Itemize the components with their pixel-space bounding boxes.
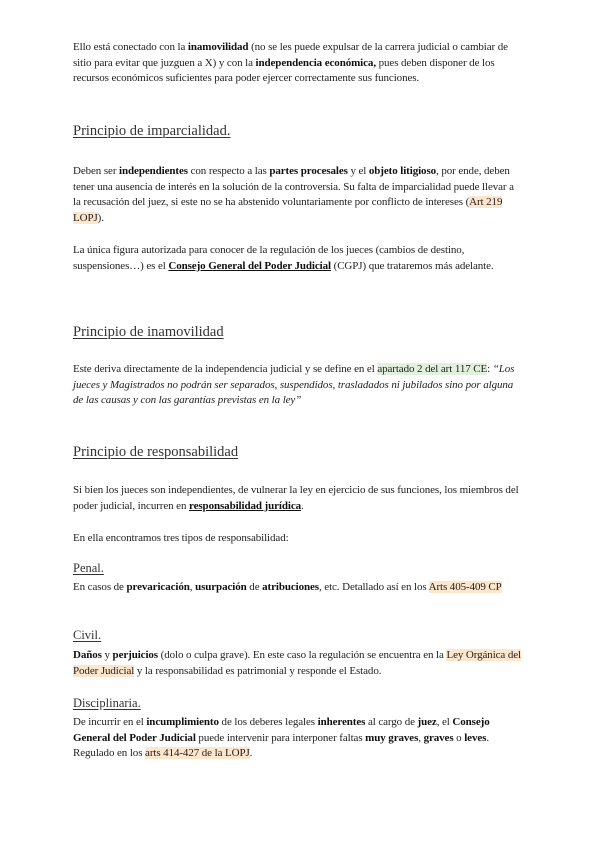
bold-term: inherentes xyxy=(317,716,366,728)
text: , el xyxy=(436,716,453,728)
text: , etc. Detallado así en los xyxy=(318,581,429,593)
heading-penal: Penal. xyxy=(73,561,104,575)
paragraph-responsabilidad xyxy=(73,483,523,514)
text: y el xyxy=(347,165,369,177)
highlighted-reference: Art 219 LOPJ xyxy=(73,196,503,224)
text: de xyxy=(246,581,263,593)
bold-term: leves xyxy=(464,731,487,744)
text: y la responsabilidad es patrimonial y responde el Estado. xyxy=(134,664,382,677)
text: : xyxy=(487,363,493,375)
text: de los deberes legales xyxy=(218,716,318,728)
paragraph-cgpj xyxy=(73,243,523,274)
text: (CGPJ) que trataremos más adelante. xyxy=(330,259,494,272)
bold-term: atribuciones xyxy=(262,581,319,593)
paragraph-disciplinaria xyxy=(73,715,523,762)
text: (dolo o culpa grave). En este caso la regulación se encuentra en la xyxy=(158,649,447,661)
text: . xyxy=(301,499,304,512)
heading-disciplinaria: Disciplinaria. xyxy=(73,696,141,710)
paragraph-imparcialidad xyxy=(73,164,523,226)
bold-term: usurpación xyxy=(195,581,247,593)
bold-underlined-term: Consejo General del Poder Judicial xyxy=(168,259,331,272)
bold-underlined-term: responsabilidad jurídica xyxy=(189,499,302,512)
text: Si bien los jueces son independientes, de vulnerar la ley en ejercicio de sus funciones, los miembros del poder judicial, incurren en xyxy=(73,484,519,512)
heading-responsabilidad: Principio de responsabilidad xyxy=(73,444,239,460)
bold-term: muy graves xyxy=(365,731,419,744)
heading-civil: Civil. xyxy=(73,628,102,642)
bold-term: Consejo General del Poder Judicial xyxy=(73,716,490,744)
bold-term: inamovilidad xyxy=(187,41,249,53)
bold-term: perjuicios xyxy=(112,649,158,661)
heading-inamovilidad: Principio de inamovilidad xyxy=(73,324,224,340)
bold-term: Daños xyxy=(73,649,102,661)
heading-imparcialidad: Principio de imparcialidad. xyxy=(73,123,231,139)
bold-term: juez xyxy=(417,716,437,728)
highlighted-reference: arts 414-427 de la LOPJ xyxy=(145,747,250,759)
text: al cargo de xyxy=(365,716,418,728)
text: ). xyxy=(97,211,104,224)
paragraph-independencia xyxy=(73,40,523,87)
text: pues deben disponer de los recursos económicos suficientes para poder ejercer correctamente sus funciones. xyxy=(73,56,495,84)
bold-term: incumplimiento xyxy=(146,716,219,728)
text: con respecto a las xyxy=(187,165,270,177)
bold-term: partes procesales xyxy=(269,165,348,177)
text: , xyxy=(418,731,424,744)
text: . Regulado en los xyxy=(73,731,489,759)
bold-term: independencia económica, xyxy=(255,56,376,69)
text: En casos de xyxy=(73,581,127,593)
paragraph-tipos: En ella encontramos tres tipos de responsabilidad: xyxy=(73,532,289,544)
bold-term: prevaricación xyxy=(126,581,190,593)
quoted-text: “Los jueces y Magistrados no podrán ser separados, suspendidos, trasladados ni jubilados sino por alguna de las causas y con las garantías previstas en la ley” xyxy=(73,363,515,406)
bold-term: objeto litigioso xyxy=(368,165,437,177)
text: y xyxy=(101,649,113,661)
bold-term: independientes xyxy=(119,165,188,177)
highlighted-reference: apartado 2 del art 117 CE xyxy=(377,363,488,375)
paragraph-penal xyxy=(73,580,523,596)
text: Ello está conectado con la xyxy=(73,41,188,53)
text: , xyxy=(189,581,196,593)
text: De incurrir en el xyxy=(73,716,147,728)
text: puede intervenir para interponer faltas xyxy=(195,731,366,744)
text: o xyxy=(453,731,465,744)
text: , por ende, deben tener una ausencia de interés en la solución de la controversia. Su falta de imparcialidad puede llevar a la recusación del juez, si este no se ha abstenido voluntariamente por conflicto de intereses ( xyxy=(73,165,514,208)
bold-term: graves xyxy=(423,731,454,744)
text: . xyxy=(249,747,253,759)
text: (no se les puede expulsar de la carrera judicial o cambiar de sitio para evitar que juzguen a X) y con la xyxy=(73,41,508,69)
text: La única figura autorizada para conocer de la regulación de los jueces (cambios de destino, suspensiones…) es el xyxy=(73,244,465,272)
highlighted-reference: Ley Orgánica del Poder Judicial xyxy=(73,649,522,677)
text: Deben ser xyxy=(73,165,120,177)
paragraph-civil xyxy=(73,648,523,679)
paragraph-inamovilidad xyxy=(73,362,523,409)
text: Este deriva directamente de la independencia judicial y se define en el xyxy=(73,363,378,375)
highlighted-reference: Arts 405-409 CP xyxy=(428,581,502,593)
